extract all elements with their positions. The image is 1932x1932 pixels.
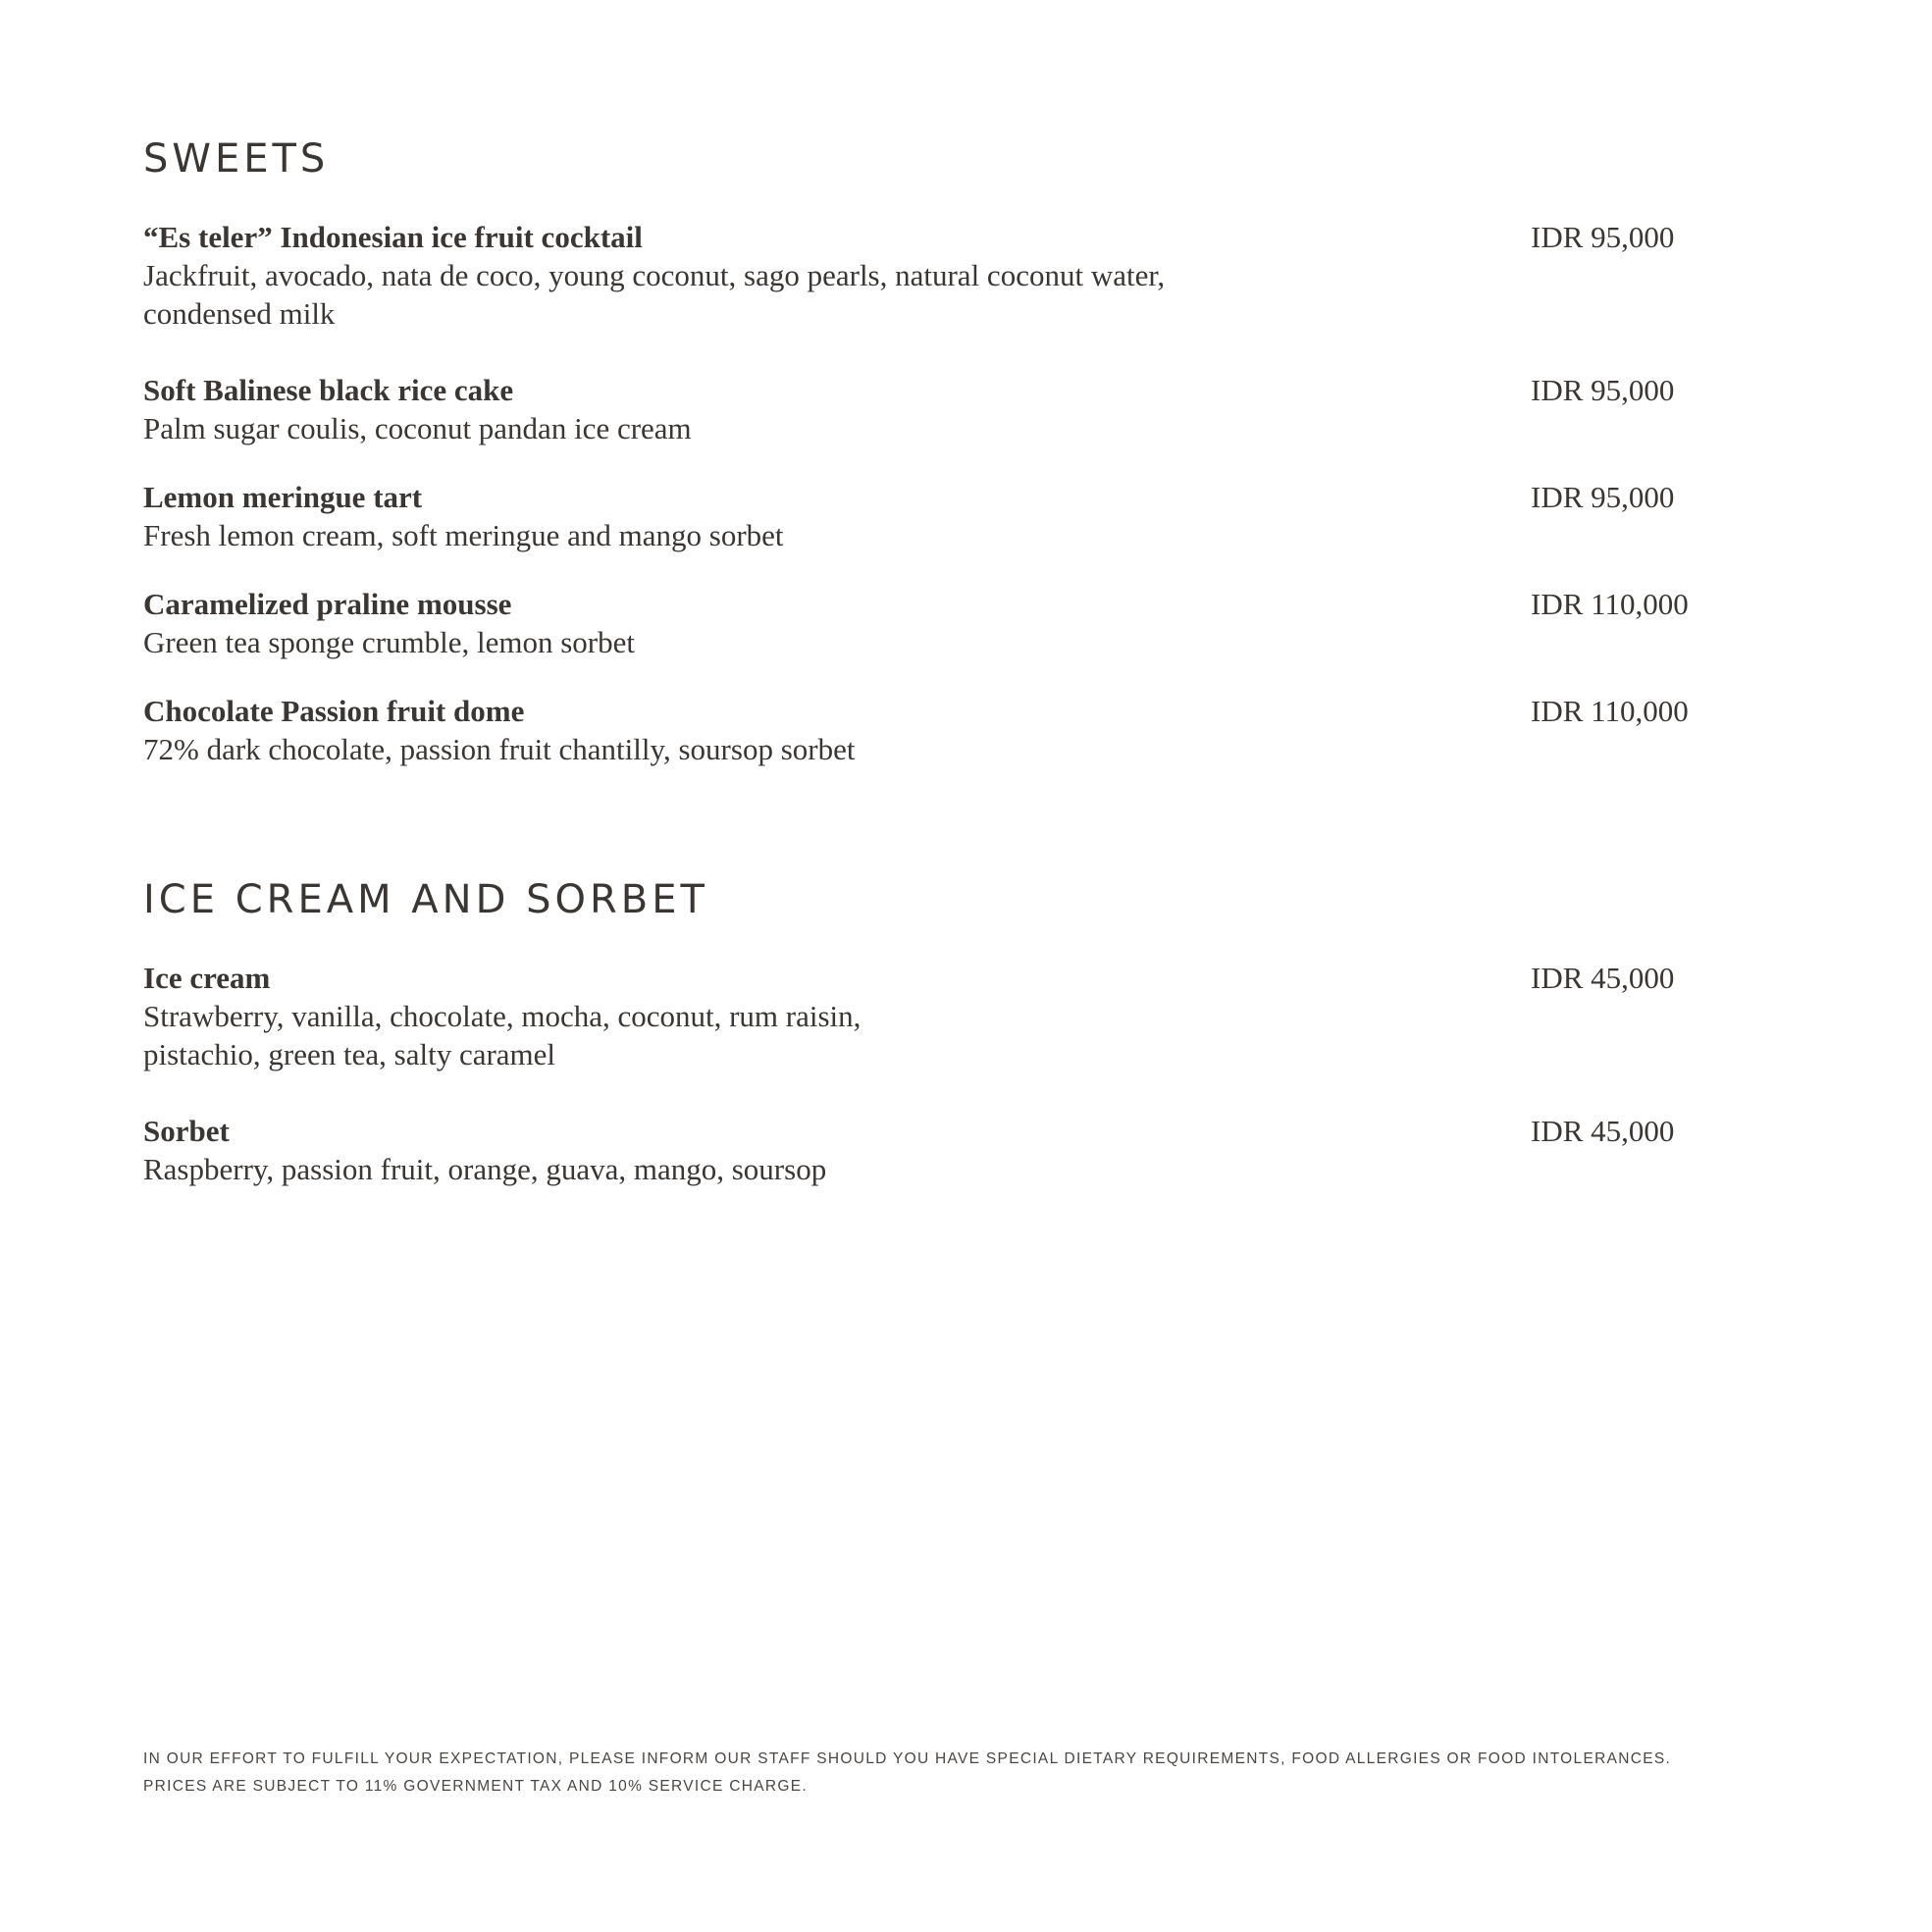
item-price: IDR 110,000	[1531, 694, 1689, 728]
menu-item	[143, 692, 1713, 768]
item-name: “Es teler” Indonesian ice fruit cocktail	[143, 220, 643, 254]
item-description: Fresh lemon cream, soft meringue and mango sorbet	[143, 518, 784, 552]
item-price: IDR 95,000	[1531, 373, 1675, 407]
item-name: Ice cream	[143, 961, 271, 995]
item-name: Chocolate Passion fruit dome	[143, 694, 525, 728]
menu-page	[143, 0, 1713, 1932]
item-name: Sorbet	[143, 1114, 230, 1148]
item-description: Palm sugar coulis, coconut pandan ice cream	[143, 411, 692, 445]
item-description: Jackfruit, avocado, nata de coco, young coconut, sago pearls, natural coconut water, condensed milk	[143, 258, 1166, 331]
item-name: Soft Balinese black rice cake	[143, 373, 514, 407]
item-price: IDR 45,000	[1531, 961, 1675, 995]
section-title-sweets: SWEETS	[143, 136, 330, 182]
item-name: Caramelized praline mousse	[143, 587, 512, 621]
section-title-ice-cream-and-sorbet: ICE CREAM AND SORBET	[143, 877, 708, 922]
menu-item	[143, 218, 1713, 333]
menu-item	[143, 585, 1713, 661]
item-description: Green tea sponge crumble, lemon sorbet	[143, 625, 635, 659]
item-name: Lemon meringue tart	[143, 480, 423, 514]
item-price: IDR 45,000	[1531, 1114, 1675, 1148]
menu-item	[143, 478, 1713, 554]
item-price: IDR 95,000	[1531, 220, 1675, 254]
item-description: Raspberry, passion fruit, orange, guava, mango, soursop	[143, 1152, 827, 1186]
item-description: 72% dark chocolate, passion fruit chantilly, soursop sorbet	[143, 732, 856, 766]
item-price: IDR 110,000	[1531, 587, 1689, 621]
item-description: Strawberry, vanilla, chocolate, mocha, coconut, rum raisin, pistachio, green tea, salty caramel	[143, 999, 862, 1071]
footer-tax-note: PRICES ARE SUBJECT TO 11% GOVERNMENT TAX AND 10% SERVICE CHARGE.	[143, 1778, 808, 1795]
menu-item	[143, 1112, 1713, 1188]
menu-item	[143, 371, 1713, 447]
footer-dietary-note: IN OUR EFFORT TO FULFILL YOUR EXPECTATION, PLEASE INFORM OUR STAFF SHOULD YOU HAVE SPECIAL DIETARY REQUIREMENTS, FOOD ALLERGIES OR FOOD INTOLERANCES.	[143, 1750, 1672, 1767]
item-price: IDR 95,000	[1531, 480, 1675, 514]
menu-item	[143, 959, 1713, 1073]
